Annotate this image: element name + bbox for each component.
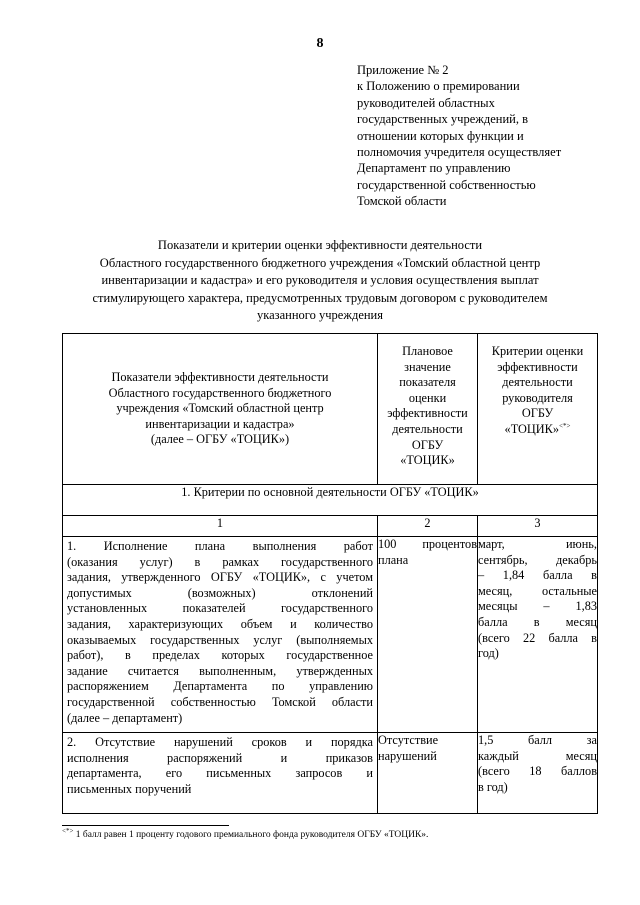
header-plan-value: Плановое значение показателя оценки эффективности деятельности ОГБУ «ТОЦИК» <box>378 334 478 485</box>
appendix-line: Приложение № 2 <box>357 63 449 77</box>
section-row <box>63 485 598 516</box>
criteria-cell: 1,5 балл за каждый месяц (всего 18 баллов в год) <box>478 733 598 814</box>
column-number: 2 <box>378 516 478 537</box>
criteria-table <box>62 333 598 814</box>
title-line: Областного государственного бюджетного учреждения «Томский областной центр <box>99 255 541 270</box>
indicator-cell: 2. Отсутствие нарушений сроков и порядка исполнения распоряжений и приказов департамента, его письменных запросов и письменных поручений <box>63 733 378 814</box>
indicator-cell: 1. Исполнение плана выполнения работ (оказания услуг) в рамках государственного задания, утвержденного ОГБУ «ТОЦИК», с учетом допустимых (возможных) отклонений установленных показателей государственного задания, характеризующих объем и количество оказываемых государственных услуг (выполняемых работ), в пределах которых государственное задание считается выполненным, утвержденных распоряжением Департамента по управлению государственной собственностью Томской области (далее – департамент) <box>63 537 378 733</box>
table-row <box>63 537 598 733</box>
appendix-line: полномочия учредителя осуществляет <box>357 145 562 160</box>
document-title <box>0 237 640 325</box>
footnote-text: 1 балл равен 1 проценту годового премиального фонда руководителя ОГБУ «ТОЦИК». <box>73 830 429 840</box>
appendix-line: отношении которых функции и <box>357 128 524 143</box>
appendix-header <box>357 62 561 210</box>
title-line: стимулирующего характера, предусмотренных трудовым договором с руководителем <box>92 290 548 305</box>
footnote-mark: <*> <box>559 421 571 430</box>
title-line: указанного учреждения <box>257 308 383 323</box>
column-numbers-row <box>63 516 598 537</box>
appendix-line: государственных учреждений, в <box>357 112 529 127</box>
column-number: 1 <box>63 516 378 537</box>
appendix-line: государственной собственностью <box>357 177 536 192</box>
section-title: 1. Критерии по основной деятельности ОГБУ «ТОЦИК» <box>63 485 598 516</box>
appendix-line: к Положению о премировании <box>357 79 520 94</box>
header-indicators: Показатели эффективности деятельности Областного государственного бюджетного учреждения «Томский областной центр инвентаризации и кадастра» (далее – ОГБУ «ТОЦИК») <box>63 334 378 485</box>
footnote-mark: <*> <box>62 826 74 835</box>
title-line: Показатели и критерии оценки эффективности деятельности <box>157 238 483 252</box>
appendix-line: Департамент по управлению <box>357 161 511 176</box>
page-number: 8 <box>316 36 324 51</box>
plan-cell: 100 процентов плана <box>378 537 478 733</box>
footnote-divider <box>62 825 229 826</box>
column-number: 3 <box>478 516 598 537</box>
table-row <box>63 733 598 814</box>
title-line: инвентаризации и кадастра» и его руководителя и условия осуществления выплат <box>101 273 539 288</box>
table-header-row <box>63 334 598 485</box>
footnote <box>62 826 429 840</box>
header-criteria: Критерии оценки эффективности деятельности руководителя ОГБУ «ТОЦИК»<*> <box>478 334 598 485</box>
criteria-cell: март, июнь, сентябрь, декабрь – 1,84 балла в месяц, остальные месяцы – 1,83 балла в месяц (всего 22 балла в год) <box>478 537 598 733</box>
appendix-line: Томской области <box>357 194 447 209</box>
appendix-line: руководителей областных <box>357 95 495 110</box>
plan-cell: Отсутствие нарушений <box>378 733 478 814</box>
